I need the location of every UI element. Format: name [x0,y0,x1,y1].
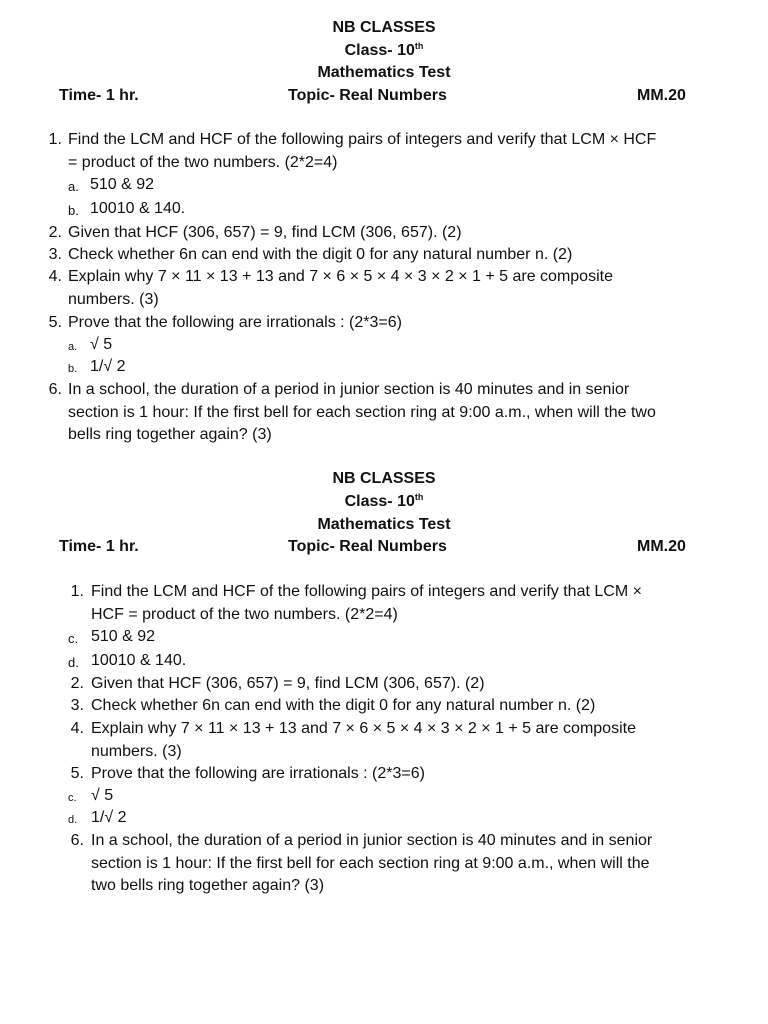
class-heading [0,41,768,61]
question-number: 6. [48,381,62,398]
sub-letter: a. [68,341,78,353]
question-text: Explain why 7 × 11 × 13 + 13 and 7 × 6 × 5 × 4 × 3 × 2 × 1 + 5 are composite [68,268,613,285]
question-text: In a school, the duration of a period in junior section is 40 minutes and in senior [91,832,653,849]
class-label: Class- 10 [344,493,415,510]
school-name: NB CLASSES [332,470,436,487]
question-text: Prove that the following are irrationals : (2*3=6) [91,765,425,782]
sub-text: 10010 & 140. [91,652,187,669]
question-text: section is 1 hour: If the first bell for each section ring at 9:00 a.m., when will the [91,854,650,872]
sub-text: 510 & 92 [91,628,156,645]
question-number: 6. [70,832,84,849]
meta-row [0,86,768,106]
subject-heading: Mathematics Test [317,516,451,533]
class-label: Class- 10 [344,42,415,59]
sub-letter: d. [68,655,79,670]
question-number: 2. [70,675,84,692]
question-number: 1. [70,583,84,600]
sub-letter: d. [68,814,78,826]
question-text: Explain why 7 × 11 × 13 + 13 and 7 × 6 × 5 × 4 × 3 × 2 × 1 + 5 are composite [91,720,636,737]
class-superscript: th [414,41,424,51]
question-text: numbers. (3) [68,290,159,308]
time-label: Time- 1 hr. [59,538,139,555]
question-text: Given that HCF (306, 657) = 9, find LCM (306, 657). (2) [68,224,462,241]
question-text: = product of the two numbers. (2*2=4) [68,153,338,171]
sub-text: 10010 & 140. [90,200,186,217]
time-label: Time- 1 hr. [59,87,139,104]
sub-letter: b. [68,363,78,375]
question-text: In a school, the duration of a period in junior section is 40 minutes and in senior [68,381,630,398]
question-text: Prove that the following are irrationals : (2*3=6) [68,314,402,331]
question-text: numbers. (3) [91,742,182,760]
meta-row [0,537,768,557]
sub-text: √ 5 [90,336,113,353]
question-text: Given that HCF (306, 657) = 9, find LCM (306, 657). (2) [91,675,485,692]
question-text: HCF = product of the two numbers. (2*2=4) [91,605,398,623]
sub-letter: b. [68,203,79,218]
question-number: 5. [70,765,84,782]
sub-text: 1/√ 2 [90,358,126,375]
question-number: 4. [48,268,62,285]
question-number: 1. [48,131,62,148]
sub-letter: c. [68,631,79,646]
question-text: two bells ring together again? (3) [91,877,325,894]
class-superscript: th [414,492,424,502]
question-text: bells ring together again? (3) [68,426,272,443]
sub-letter: c. [68,792,77,804]
question-number: 4. [70,720,84,737]
question-number: 5. [48,314,62,331]
sub-text: √ 5 [91,787,114,804]
school-name: NB CLASSES [332,19,436,36]
max-marks-label: MM.20 [637,87,686,104]
question-text: Find the LCM and HCF of the following pairs of integers and verify that LCM × [91,583,642,600]
question-text: section is 1 hour: If the first bell for each section ring at 9:00 a.m., when will the two [68,403,656,421]
class-heading [0,492,768,512]
sub-text: 510 & 92 [90,176,155,193]
question-text: Find the LCM and HCF of the following pairs of integers and verify that LCM × HCF [68,131,657,148]
question-text: Check whether 6n can end with the digit 0 for any natural number n. (2) [68,246,573,263]
sub-text: 1/√ 2 [91,809,127,826]
question-number: 2. [48,224,62,241]
question-number: 3. [70,697,84,714]
question-text: Check whether 6n can end with the digit 0 for any natural number n. (2) [91,697,596,714]
topic-label: Topic- Real Numbers [288,87,447,104]
sub-letter: a. [68,179,79,194]
topic-label: Topic- Real Numbers [288,538,447,555]
question-number: 3. [48,246,62,263]
max-marks-label: MM.20 [637,538,686,555]
subject-heading: Mathematics Test [317,64,451,81]
